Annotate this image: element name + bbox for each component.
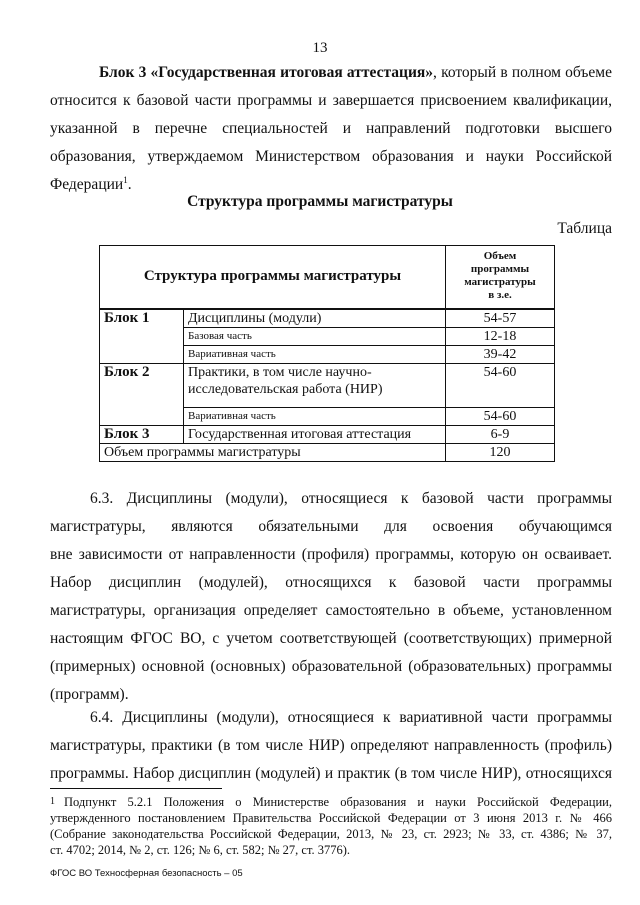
block-label: Блок 3 [100,426,184,444]
para2-line: Набор дисциплин (модулей), относящихся к базовой части программы [50,574,612,591]
row-name: Вариативная часть [184,346,446,364]
footnote-line: (Собрание законодательства Российской Федерации, 2013, № 23, ст. 2923; № 33, ст. 4386; № 37, [50,827,612,841]
table-heading: Структура программы магистратуры [187,193,453,210]
para1-line5: Федерации$^1$. [50,174,132,193]
row-name: Государственная итоговая аттестация [184,426,446,444]
para1-line4: образования, утверждаемом Министерством образования и науки Российской [50,148,612,165]
para2-line: 6.3. Дисциплины (модули), относящиеся к базовой части программы [90,490,612,507]
para2-line: магистратуры, являются обязательными для освоения обучающимся [50,518,612,535]
para1-line1: Блок 3 «Государственная итоговая аттестация», который в полном объеме [99,64,612,81]
table-row [100,309,555,328]
header-structure: Структура программы магистратуры [100,246,446,309]
para3-line: 6.4. Дисциплины (модули), относящиеся к вариативной части программы [90,709,612,726]
row-name: Практики, в том числе научно-исследовательская работа (НИР) [184,364,446,408]
block-label: Блок 2 [100,364,184,426]
page-number: 13 [312,40,328,56]
para1-line3: указанной в перечне специальностей и направлений подготовки высшего [50,120,612,137]
footnote-ref[interactable]: 1 [123,174,128,185]
total-label: Объем программы магистратуры [100,444,446,462]
table-header-row [100,246,555,309]
table-label: Таблица [557,220,612,237]
para2-line: (примерных) основной (основных) образовательной (образовательных) программы [50,658,612,675]
row-name: Дисциплины (модули) [184,309,446,328]
footnote-line: 1 Подпункт 5.2.1 Положения о Министерстве образования и науки Российской Федерации, [50,795,612,809]
total-value: 120 [446,444,555,462]
footnote-line: утвержденного постановлением Правительства Российской Федерации от 3 июня 2013 г. № 466 [50,811,612,825]
row-value: 54-57 [446,309,555,328]
para2-line: (программ). [50,686,129,703]
row-value: 39-42 [446,346,555,364]
block-label: Блок 1 [100,309,184,364]
table-row [100,364,555,408]
row-value: 54-60 [446,364,555,408]
row-value: 54-60 [446,408,555,426]
para2-line: вне зависимости от направленности (профиля) программы, которую он осваивает. [50,546,612,563]
page-footer: ФГОС ВО Техносферная безопасность – 05 [50,868,243,879]
paragraph-6-4 [50,704,612,788]
para2-line: магистратуры, организация определяет самостоятельно в объеме, установленном [50,602,612,619]
para3-line: магистратуры, практики (в том числе НИР) определяют направленность (профиль) [50,737,612,754]
table-row-total [100,444,555,462]
para1-line2: относится к базовой части программы и завершается присвоением квалификации, [50,92,612,109]
para2-line: настоящим ФГОС ВО, с учетом соответствующей (соответствующих) примерной [50,630,612,647]
footnote-line: ст. 4702; 2014, № 2, ст. 126; № 6, ст. 582; № 27, ст. 3776). [50,843,351,857]
paragraph-6-3 [50,485,612,709]
header-volume: Объем программы магистратуры в з.е. [446,246,555,309]
row-name: Базовая часть [184,328,446,346]
para3-line: программы. Набор дисциплин (модулей) и практик (в том числе НИР), относящихся [50,765,612,782]
block3-title: Блок 3 «Государственная итоговая аттестация» [99,64,434,81]
table-row [100,426,555,444]
structure-table [99,245,555,462]
footnote-number: 1 [50,796,55,807]
row-value: 6-9 [446,426,555,444]
paragraph-block3 [50,59,612,199]
row-value: 12-18 [446,328,555,346]
row-name: Вариативная часть [184,408,446,426]
footnote [50,794,612,858]
footnote-divider [50,788,222,789]
